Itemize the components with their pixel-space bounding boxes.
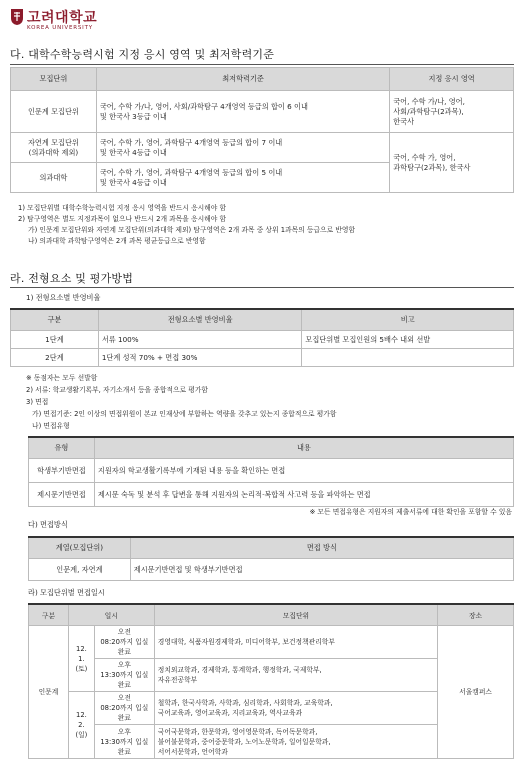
content-cell: 지원자의 학교생활기록부에 기재된 내용 등을 확인하는 면접 bbox=[94, 459, 513, 483]
sub-schedule-title: 라) 모집단위별 면접일시 bbox=[28, 588, 105, 597]
interview-type-table bbox=[28, 436, 514, 507]
time-cell: 오후 13:30까지 입실완료 bbox=[94, 659, 154, 692]
ratio-cell: 서류 100% bbox=[98, 331, 302, 349]
interview-method-table bbox=[28, 536, 514, 581]
units-cell: 경영대학, 식품자원경제학과, 미디어학부, 보건정책관리학부 bbox=[154, 626, 437, 659]
col-criteria: 최저학력기준 bbox=[96, 68, 389, 91]
criteria-cell: 국어, 수학 가, 영어, 과학탐구 4개영역 등급의 합이 5 이내 및 한국사 4등급 이내 bbox=[96, 163, 389, 193]
subjects-cell: 국어, 수학 가, 영어, 과학탐구(2과목), 한국사 bbox=[390, 133, 514, 193]
logo-korean-text: 고려대학교 bbox=[27, 10, 98, 26]
ratio-table bbox=[10, 308, 514, 367]
sub-ratio-title: 1) 전형요소별 반영비율 bbox=[26, 293, 101, 302]
sub-method-title: 다) 면접방식 bbox=[28, 520, 68, 529]
logo-english-text: KOREA UNIVERSITY bbox=[27, 25, 93, 31]
schedule-table bbox=[28, 603, 514, 759]
note-tie: ※ 동점자는 모두 선발함 bbox=[26, 374, 98, 382]
note-2a: 가) 인문계 모집단위와 자연계 모집단위(의과대학 제외) 탐구영역은 2개 과목 중 상위 1과목의 등급으로 반영함 bbox=[28, 226, 356, 234]
stage-cell: 1단계 bbox=[11, 331, 99, 349]
content-cell: 제시문 숙독 및 분석 후 답변을 통해 지원자의 논리적·복합적 사고력 등을 파악하는 면접 bbox=[94, 483, 513, 507]
criteria-header-row bbox=[11, 68, 514, 91]
units-cell: 국어국문학과, 한문학과, 영어영문학과, 독어독문학과, 불어불문학과, 중어중문학과, 노어노문학과, 일어일문학과, 서어서문학과, 언어학과 bbox=[154, 725, 437, 759]
section-d-title: 라. 전형요소 및 평가방법 bbox=[10, 272, 134, 285]
criteria-cell: 국어, 수학 가/나, 영어, 사회/과학탐구 4개영역 등급의 합이 6 이내 및 한국사 3등급 이내 bbox=[96, 91, 389, 133]
table-row bbox=[29, 483, 514, 507]
type-header-row bbox=[29, 437, 514, 459]
note-interview-criteria: 가) 면접기준: 2인 이상의 면접위원이 본교 인재상에 부합하는 역량을 갖추고 있는지 종합적으로 평가함 bbox=[32, 410, 337, 418]
method-header-row bbox=[29, 537, 514, 559]
time-cell: 오전 08:20까지 입실완료 bbox=[94, 692, 154, 725]
place-cell: 서울캠퍼스 bbox=[438, 626, 514, 759]
col-ratio: 전형요소별 반영비율 bbox=[98, 309, 302, 331]
note-interview: 3) 면접 bbox=[26, 398, 49, 406]
note-interview-all: ※ 모든 면접유형은 지원자의 제출서류에 대한 확인을 포함할 수 있음 bbox=[309, 508, 512, 516]
table-row bbox=[11, 91, 514, 133]
table-row bbox=[11, 133, 514, 163]
time-cell: 오전 08:20까지 입실완료 bbox=[94, 626, 154, 659]
table-row bbox=[29, 626, 514, 659]
remark-cell bbox=[302, 349, 514, 367]
method-cell: 제시문기반면접 및 학생부기반면접 bbox=[130, 559, 513, 581]
unit-cell: 인문계 모집단위 bbox=[11, 91, 97, 133]
time-cell: 오후 13:30까지 입실완료 bbox=[94, 725, 154, 759]
criteria-table bbox=[10, 67, 514, 193]
col-remark: 비고 bbox=[302, 309, 514, 331]
track-cell: 인문계, 자연계 bbox=[29, 559, 131, 581]
ratio-header-row bbox=[11, 309, 514, 331]
col-place: 장소 bbox=[438, 604, 514, 626]
unit-cell: 자연계 모집단위 (의과대학 제외) bbox=[11, 133, 97, 163]
criteria-cell: 국어, 수학 가, 영어, 과학탐구 4개영역 등급의 합이 7 이내 및 한국사 4등급 이내 bbox=[96, 133, 389, 163]
crest-icon bbox=[10, 8, 24, 26]
note-interview-type: 나) 면접유형 bbox=[32, 422, 70, 430]
date-cell: 12. 1. (토) bbox=[68, 626, 94, 692]
table-row bbox=[11, 331, 514, 349]
section-c-title: 다. 대학수학능력시험 지정 응시 영역 및 최저학력기준 bbox=[10, 48, 275, 61]
col-type: 유형 bbox=[29, 437, 95, 459]
units-cell: 철학과, 한국사학과, 사학과, 심리학과, 사회학과, 교육학과, 국어교육과, 영어교육과, 지리교육과, 역사교육과 bbox=[154, 692, 437, 725]
university-logo bbox=[10, 6, 120, 36]
col-unit: 모집단위 bbox=[11, 68, 97, 91]
note-2: 2) 탐구영역은 별도 지정과목이 없으나 반드시 2개 과목을 응시해야 함 bbox=[18, 215, 227, 223]
note-documents: 2) 서류: 학교생활기록부, 자기소개서 등을 종합적으로 평가함 bbox=[26, 386, 208, 394]
type-cell: 제시문기반면접 bbox=[29, 483, 95, 507]
section-c-rule bbox=[10, 64, 514, 65]
units-cell: 정치외교학과, 경제학과, 통계학과, 행정학과, 국제학부, 자유전공학부 bbox=[154, 659, 437, 692]
col-stage: 구분 bbox=[11, 309, 99, 331]
stage-cell: 2단계 bbox=[11, 349, 99, 367]
col-content: 내용 bbox=[94, 437, 513, 459]
category-cell: 인문계 bbox=[29, 626, 69, 759]
ratio-cell: 1단계 성적 70% + 면접 30% bbox=[98, 349, 302, 367]
subjects-cell: 국어, 수학 가/나, 영어, 사회/과학탐구(2과목), 한국사 bbox=[390, 91, 514, 133]
unit-cell: 의과대학 bbox=[11, 163, 97, 193]
section-d-rule bbox=[10, 287, 514, 288]
table-row bbox=[11, 349, 514, 367]
col-track: 계열(모집단위) bbox=[29, 537, 131, 559]
col-subjects: 지정 응시 영역 bbox=[390, 68, 514, 91]
col-method: 면접 방식 bbox=[130, 537, 513, 559]
col-units: 모집단위 bbox=[154, 604, 437, 626]
remark-cell: 모집단위별 모집인원의 5배수 내외 선발 bbox=[302, 331, 514, 349]
table-row bbox=[29, 559, 514, 581]
type-cell: 학생부기반면접 bbox=[29, 459, 95, 483]
note-2b: 나) 의과대학 과학탐구영역은 2개 과목 평균등급으로 반영함 bbox=[28, 237, 206, 245]
col-category: 구분 bbox=[29, 604, 69, 626]
schedule-header-row bbox=[29, 604, 514, 626]
note-1: 1) 모집단위별 대학수학능력시험 지정 응시 영역을 반드시 응시해야 함 bbox=[18, 204, 227, 212]
col-datetime: 일시 bbox=[68, 604, 154, 626]
table-row bbox=[29, 459, 514, 483]
date-cell: 12. 2. (일) bbox=[68, 692, 94, 759]
